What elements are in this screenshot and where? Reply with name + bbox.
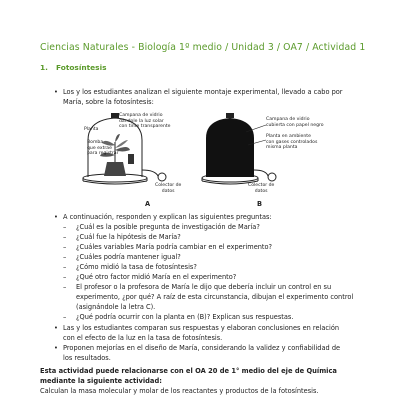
bullet-dot: •: [54, 213, 58, 221]
question-item: – ¿Qué podría ocurrir con la planta en (B)? Explican sus respuestas.: [63, 313, 294, 321]
figure-a-letter: A: [145, 200, 151, 208]
intro-line: María, sobre la fotosíntesis:: [63, 98, 154, 106]
figure-b-collector-label: Colector de datos: [248, 183, 275, 194]
question-item: – ¿Cómo midió la tasa de fotosíntesis?: [63, 263, 197, 271]
page-header: Ciencias Naturales - Biología 1º medio / Unidad 3 / OA7 / Actividad 1: [40, 42, 366, 53]
figure-a-pump-label: Bomba que extrae para registrar: [87, 140, 119, 156]
intro-line: Los y los estudiantes analizan el siguiente montaje experimental, llevado a cabo por: [63, 88, 343, 96]
figure-a-bell-label: Campana de vidrio dándole la luz solar con tinte transparente: [119, 113, 171, 129]
relation-heading: Esta actividad puede relacionarse con el OA 20 de 1° medio del eje de Química mediante la siguiente actividad:: [40, 367, 337, 385]
question-item: – ¿Cuáles variables María podría cambiar en el experimento?: [63, 243, 273, 251]
question-item: – ¿Qué otro factor midió María en el experimento?: [63, 273, 237, 281]
section-number: 1.: [40, 63, 48, 72]
figure-a-plant-label: Planta: [84, 127, 99, 132]
questions-intro: A continuación, responden y explican las siguientes preguntas:: [63, 213, 272, 221]
figure-b-plant-label: Planta en ambiente con gases controlados misma planta: [266, 134, 318, 150]
question-item: – ¿Cuál es la posible pregunta de investigación de María?: [63, 223, 260, 231]
compare-paragraph: Las y los estudiantes comparan sus respuestas y elaboran conclusiones en relación con el efecto de la luz en la tasa de fotosíntesis.: [63, 324, 340, 342]
propose-paragraph: Proponen mejorías en el diseño de María, considerando la validez y confiabilidad de los resultados.: [63, 344, 341, 362]
question-item: – ¿Cuáles podría mantener igual?: [63, 253, 181, 261]
figure-b-letter: B: [257, 200, 263, 208]
question-item: – ¿Cuál fue la hipótesis de María?: [63, 233, 181, 241]
figure-b-bell-label: Campana de vidrio cubierta con papel negro: [266, 117, 324, 128]
question-item: – El profesor o la profesora de María le dijo que debería incluir un control en su experimento, ¿por qué? A raíz de esta circunstancia, dibujan el experimento control (asignándole la letra C).: [63, 283, 354, 311]
relation-task: Calculan la masa molecular y molar de los reactantes y productos de la fotosíntesis.: [40, 387, 319, 395]
section-title: [40, 63, 107, 72]
figure-a-collector-label: Colector de datos: [155, 183, 182, 194]
bullet-dot: •: [54, 344, 58, 352]
bullet-dot: •: [54, 324, 58, 332]
section-title-text: Fotosíntesis: [56, 63, 107, 72]
bullet-dot: •: [54, 88, 58, 96]
intro-paragraph: [63, 87, 343, 107]
